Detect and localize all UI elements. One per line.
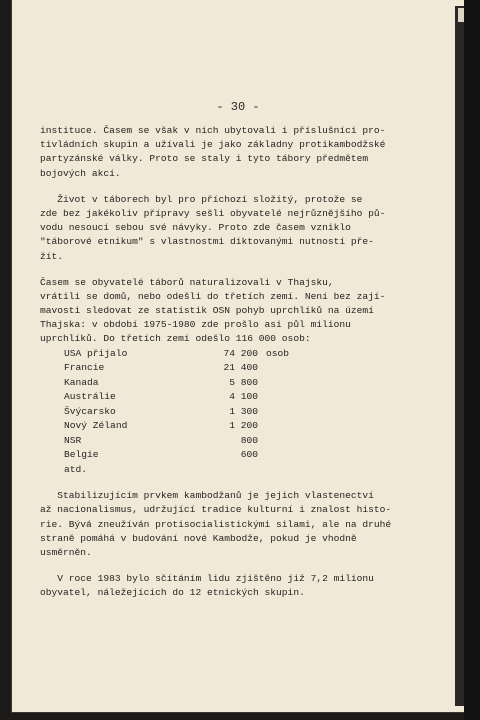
paragraph-2-line: vodu nesoucí sebou své návyky. Proto zde časem vzniklo — [40, 222, 351, 234]
count-unit — [258, 434, 266, 449]
paragraph-3-line: uprchlíků. Do třetích zemí odešlo 116 000 osob: — [40, 333, 311, 345]
paragraph-4-line: Stabilizujícím prvkem kambodžanů je jejich vlastenectví — [40, 490, 374, 502]
refugee-count: 5 800 — [229, 376, 258, 388]
refugee-count — [206, 463, 258, 478]
count-unit — [258, 463, 266, 478]
refugee-table-row — [40, 361, 440, 376]
paragraph-5-line: V roce 1983 bylo sčítáním lidu zjištěno již 7,2 milionu — [40, 573, 374, 585]
paragraph-gap — [40, 181, 440, 193]
paragraph-3-line: Thajska: v období 1975-1980 zde prošlo asi půl milionu — [40, 319, 351, 331]
count-unit: osob — [266, 347, 290, 359]
country-name: Kanada — [64, 376, 99, 388]
refugee-table-row — [40, 434, 440, 449]
scan-background-edge — [464, 0, 480, 720]
country-name: USA přijalo — [64, 347, 128, 359]
paragraph-3-line: vrátili se domů, nebo odešli do třetích zemí. Není bez zají- — [40, 290, 386, 302]
paragraph-2-line: žít. — [40, 250, 64, 262]
count-unit — [258, 361, 266, 376]
paragraph-gap — [40, 477, 440, 489]
country-name: Francie — [64, 362, 105, 374]
refugee-count: 4 100 — [229, 391, 258, 403]
paragraph-2-line: Život v táborech byl pro příchozí složitý, protože se — [40, 193, 363, 205]
paragraph-2-line: zde bez jakékoliv přípravy sešli obyvatelé nejrůznějšího pů- — [40, 207, 386, 219]
paragraph-4-line: rie. Bývá zneužíván protisocialistickými silami, ale na druhé — [40, 518, 392, 530]
count-unit — [258, 448, 266, 463]
paragraph-3-line: mavosti sledovat ze statistik OSN pohyb uprchlíků na území — [40, 305, 374, 317]
page-binding-edge — [455, 6, 464, 706]
paragraph-1-line: instituce. Časem se však v nich ubytovali i příslušníci pro- — [40, 125, 386, 136]
count-unit — [258, 376, 266, 391]
refugee-count: 800 — [240, 434, 258, 446]
refugee-table-row — [40, 419, 440, 434]
country-name: Austrálie — [64, 391, 116, 403]
refugee-table-row — [40, 347, 440, 362]
paragraph-gap — [40, 264, 440, 276]
page-number: - 30 - — [216, 100, 260, 114]
refugee-count: 74 200 — [223, 347, 258, 359]
count-unit — [258, 419, 266, 434]
country-name: atd. — [64, 463, 88, 475]
refugee-count: 600 — [240, 449, 258, 461]
refugee-count: 1 200 — [229, 420, 258, 432]
refugee-count: 1 300 — [229, 405, 258, 417]
refugee-table-row — [40, 376, 440, 391]
paragraph-5-line: obyvatel, náležejících do 12 etnických skupin. — [40, 587, 305, 599]
document-page — [12, 0, 464, 712]
country-name: Švýcarsko — [64, 405, 116, 417]
paragraph-4-line: usměrněn. — [40, 546, 92, 558]
paragraph-3-line: Časem se obyvatelé táborů naturalizovali v Thajsku, — [40, 276, 334, 288]
paragraph-4-line: až nacionalismus, udržující tradice kulturní i znalost histo- — [40, 504, 392, 516]
country-name: Nový Zéland — [64, 420, 128, 432]
paragraph-2-line: "táborové etnikum" s vlastnostmi diktovanými nutností pře- — [40, 236, 374, 248]
paragraph-1-line: bojových akcí. — [40, 167, 121, 179]
refugee-table-row — [40, 448, 440, 463]
refugee-count: 21 400 — [223, 362, 258, 374]
count-unit — [258, 405, 266, 420]
paragraph-1-line: partyzánské války. Proto se staly i tyto tábory předmětem — [40, 153, 369, 165]
paragraph-gap — [40, 560, 440, 572]
body-text — [40, 124, 440, 600]
paragraph-4-line: straně pomáhá v budování nové Kambodže, pokud je vhodně — [40, 532, 357, 544]
count-unit — [258, 390, 266, 405]
country-name: NSR — [64, 434, 82, 446]
refugee-table-row — [40, 405, 440, 420]
country-name: Belgie — [64, 449, 99, 461]
paragraph-1-line: tivládních skupin a užívali je jako základny protikambodžské — [40, 139, 386, 151]
refugee-table-row — [40, 463, 440, 478]
refugee-table-row — [40, 390, 440, 405]
